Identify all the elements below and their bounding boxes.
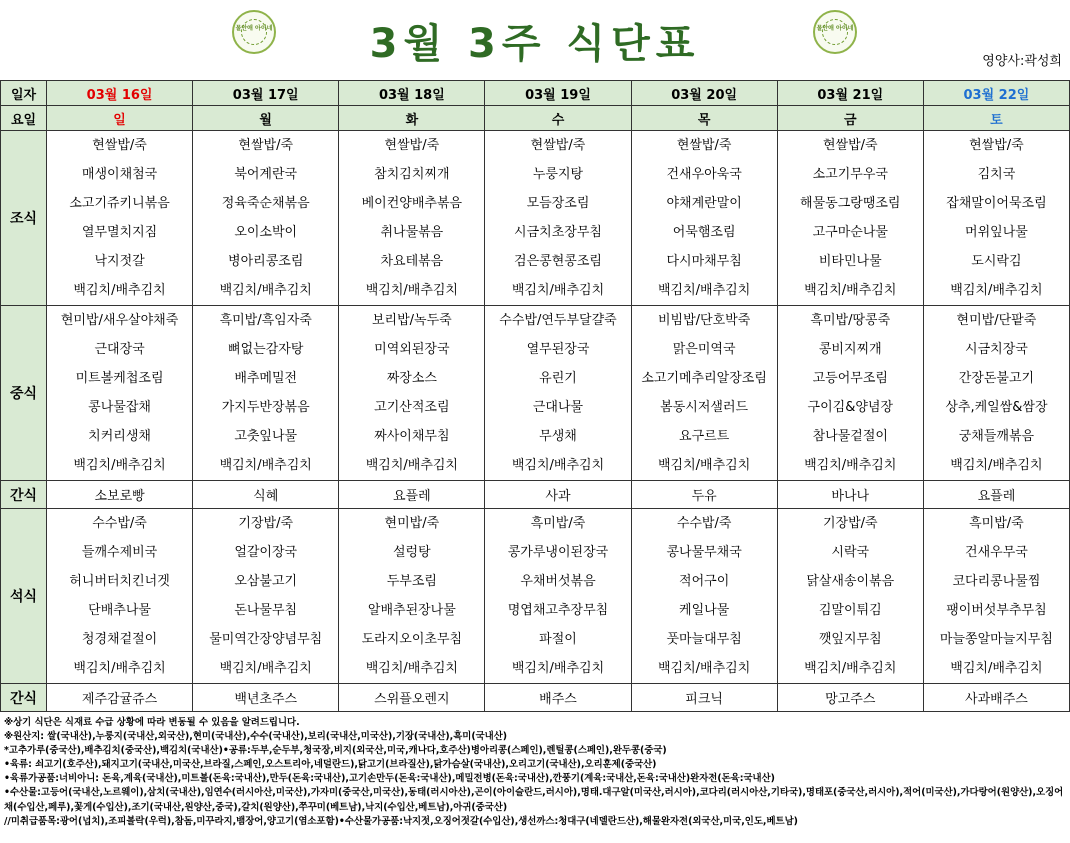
- menu-item: 허니버터치킨너겟: [69, 574, 170, 589]
- dinner-cell: [777, 509, 923, 684]
- menu-item: 짜사이채무침: [374, 429, 450, 444]
- menu-item: 수수밥/죽: [676, 516, 732, 531]
- menu-item: 백김치/배추김치: [511, 283, 605, 298]
- weekday-row: [1, 106, 1070, 131]
- snack2-cell: 배주스: [485, 684, 631, 712]
- menu-item: 현미밥/새우살야채죽: [60, 313, 179, 328]
- menu-item: 시금치장국: [965, 342, 1028, 357]
- menu-item: 들깨수제비국: [81, 545, 158, 560]
- menu-item: 마늘쫑알마늘지무침: [939, 632, 1053, 647]
- menu-item: 백김치/배추김치: [804, 458, 897, 473]
- menu-item: 백김치/배추김치: [511, 458, 605, 473]
- menu-item: 모듬장조림: [526, 196, 590, 211]
- snack-label: 간식: [1, 481, 47, 509]
- weekday-label: 요일: [1, 106, 47, 131]
- nutritionist-label: 영양사:곽성희: [982, 54, 1062, 69]
- menu-item: 취나물볶음: [380, 225, 444, 240]
- menu-item: 백김치/배추김치: [950, 458, 1043, 473]
- menu-item: 알배추된장나물: [367, 603, 456, 618]
- lunch-cell: [485, 306, 631, 481]
- note-line: •육류: 쇠고기(호주산),돼지고기(국내산,미국산,브라질,스페인,오스트리아,네덜란드),닭고기(브라질산),닭가슴살(국내산),오리고기(국내산),오리훈제(중국산): [4, 759, 657, 771]
- menu-item: 비빔밥/단호박죽: [657, 313, 751, 328]
- page-title: 3월 3주 식단표: [369, 21, 701, 67]
- menu-item: 백김치/배추김치: [511, 661, 605, 676]
- menu-item: 현쌀밥/죽: [238, 138, 294, 153]
- lunch-cell: [631, 306, 777, 481]
- menu-item: 흑미밥/죽: [530, 516, 586, 531]
- menu-item: 봄동시저샐러드: [660, 400, 749, 415]
- snack-cell: 사과: [485, 481, 631, 509]
- menu-item: 시락국: [831, 545, 870, 560]
- breakfast-label: 조식: [1, 131, 47, 306]
- menu-item: 흑미밥/죽: [969, 516, 1024, 531]
- menu-item: 콩나물무채국: [666, 545, 742, 560]
- note-line: •육류가공품:너비아니: 돈육,계육(국내산),미트볼(돈육:국내산),만두(돈육:국내산),고기손만두(돈육:국내산),메밀전병(돈육:국내산),깐풍기(계육:국내산,돈육:국내산)완자전(돈육:국내산): [4, 773, 775, 785]
- menu-item: 김말이튀김: [818, 603, 882, 618]
- breakfast-cell: [193, 131, 339, 306]
- date-mon: 03월 17일: [193, 81, 339, 106]
- menu-item: 현쌀밥/죽: [822, 138, 878, 153]
- snack2-label: 간식: [1, 684, 47, 712]
- snack-cell: 바나나: [777, 481, 923, 509]
- menu-item: 백김치/배추김치: [950, 661, 1043, 676]
- menu-item: 가지두반장볶음: [221, 400, 310, 415]
- menu-item: 보리밥/녹두죽: [371, 313, 452, 328]
- menu-item: 백김치/배추김치: [657, 283, 751, 298]
- menu-item: 열무된장국: [526, 342, 590, 357]
- date-label: 일자: [1, 81, 47, 106]
- menu-item: 야채계란말이: [666, 196, 742, 211]
- menu-item: 유린기: [539, 371, 577, 386]
- menu-item: 배추메밀전: [234, 371, 298, 386]
- lunch-cell: [339, 306, 485, 481]
- weekday-wed: 수: [485, 106, 631, 131]
- menu-item: 근대장국: [94, 342, 145, 357]
- menu-item: 소고기무우국: [812, 167, 888, 182]
- menu-item: 얼갈이장국: [234, 545, 298, 560]
- menu-item: 베이컨양배추볶음: [361, 196, 463, 211]
- breakfast-cell: [485, 131, 631, 306]
- menu-item: 백김치/배추김치: [73, 458, 166, 473]
- menu-item: 오이소박이: [234, 225, 298, 240]
- dinner-cell: [47, 509, 193, 684]
- menu-item: 맑은미역국: [672, 342, 736, 357]
- menu-item: 어묵햄조림: [672, 225, 736, 240]
- note-line: *고추가루(중국산),배추김치(중국산),백김치(국내산)•공류:두부,순두부,청국장,비지(외국산,미국,캐나다,호주산)병아리콩(스페인),렌틸콩(스페인),완두콩(중국): [4, 745, 667, 757]
- menu-item: 두부조림: [386, 574, 437, 589]
- menu-item: 오삼불고기: [234, 574, 298, 589]
- menu-item: 북어계란국: [234, 167, 298, 182]
- menu-item: 도라지오이초무침: [361, 632, 463, 647]
- snack-cell: 요플레: [923, 481, 1069, 509]
- menu-item: 팽이버섯부추무침: [946, 603, 1047, 618]
- menu-item: 간장돈불고기: [958, 371, 1035, 386]
- menu-item: 현미밥/단팥죽: [956, 313, 1037, 328]
- menu-item: 우채버섯볶음: [520, 574, 596, 589]
- menu-item: 수수밥/죽: [92, 516, 147, 531]
- note-line: ※상기 식단은 식재료 수급 상황에 따라 변동될 수 있음을 알려드립니다.: [4, 717, 300, 728]
- weekday-sun: 일: [47, 106, 193, 131]
- date-row: [1, 81, 1070, 106]
- header: [0, 0, 1070, 76]
- breakfast-cell: [631, 131, 777, 306]
- menu-item: 짜장소스: [386, 371, 437, 386]
- logo-text: 물안애 아이네: [816, 25, 854, 32]
- menu-item: 참나물겉절이: [812, 429, 888, 444]
- menu-item: 잡채말이어묵조림: [946, 196, 1047, 211]
- menu-item: 백김치/배추김치: [950, 283, 1043, 298]
- breakfast-cell: [47, 131, 193, 306]
- weekday-sat: 토: [923, 106, 1069, 131]
- menu-item: 검은콩현콩조림: [514, 254, 602, 269]
- dinner-cell: [631, 509, 777, 684]
- menu-item: 백김치/배추김치: [219, 661, 312, 676]
- menu-item: 콩나물잡채: [88, 400, 151, 415]
- menu-item: 근대나물: [532, 400, 584, 415]
- menu-item: 백김치/배추김치: [365, 661, 458, 676]
- menu-item: 해물동그랑땡조림: [800, 196, 901, 211]
- menu-item: 김치국: [977, 167, 1016, 182]
- menu-item: 백김치/배추김치: [657, 458, 751, 473]
- weekday-tue: 화: [339, 106, 485, 131]
- menu-item: 현쌀밥/죽: [676, 138, 732, 153]
- menu-item: 기장밥/죽: [822, 516, 878, 531]
- menu-item: 케일나물: [679, 603, 730, 618]
- menu-item: 현쌀밥/죽: [92, 138, 147, 153]
- snack-row: [1, 481, 1070, 509]
- snack2-cell: 제주감귤쥬스: [47, 684, 193, 712]
- menu-item: 백김치/배추김치: [73, 283, 166, 298]
- date-thu: 03월 20일: [631, 81, 777, 106]
- menu-item: 설렁탕: [393, 545, 431, 560]
- menu-item: 머위잎나물: [965, 225, 1028, 240]
- meal-table: [0, 80, 1070, 712]
- weekday-fri: 금: [777, 106, 923, 131]
- menu-item: 건새우아욱국: [666, 167, 742, 182]
- snack-cell: 두유: [631, 481, 777, 509]
- menu-item: 수수밥/연두부달걀죽: [499, 313, 617, 328]
- menu-item: 열무멸치지짐: [81, 225, 158, 240]
- menu-item: 고기산적조림: [374, 400, 450, 415]
- menu-item: 콩비지찌개: [818, 342, 882, 357]
- menu-item: 병아리콩조림: [228, 254, 304, 269]
- menu-item: 소고기쥬키니볶음: [69, 196, 170, 211]
- menu-item: 백김치/배추김치: [365, 283, 458, 298]
- menu-item: 뼈없는감자탕: [228, 342, 304, 357]
- note-line: //미취급품목:광어(넙치),조피볼락(우럭),참돔,미꾸라지,뱀장어,양고기(염소포함)•수산물가공품:낙지젓,오징어젓갈(수입산),생선까스:청대구(네델란드산),해물완자전(외국산,미국,인도,베트남): [4, 815, 798, 827]
- menu-item: 백김치/배추김치: [657, 661, 751, 676]
- weekday-mon: 월: [193, 106, 339, 131]
- snack2-cell: 피크닉: [631, 684, 777, 712]
- menu-item: 백김치/배추김치: [219, 283, 312, 298]
- menu-item: 백김치/배추김치: [73, 661, 166, 676]
- menu-item: 매생이채첨국: [81, 167, 158, 182]
- dinner-cell: [485, 509, 631, 684]
- lunch-label: 중식: [1, 306, 47, 481]
- menu-item: 기장밥/죽: [238, 516, 294, 531]
- snack2-cell: 망고주스: [777, 684, 923, 712]
- menu-item: 풋마늘대무침: [666, 632, 742, 647]
- menu-item: 비타민나물: [818, 254, 882, 269]
- dinner-cell: [193, 509, 339, 684]
- date-tue: 03월 18일: [339, 81, 485, 106]
- snack-cell: 식혜: [193, 481, 339, 509]
- notes: [4, 716, 1066, 829]
- lunch-cell: [193, 306, 339, 481]
- menu-item: 미역외된장국: [374, 342, 450, 357]
- date-wed: 03월 19일: [485, 81, 631, 106]
- menu-item: 흑미밥/흑임자죽: [219, 313, 312, 328]
- breakfast-row: [1, 131, 1070, 306]
- menu-item: 치커리생채: [88, 429, 151, 444]
- breakfast-cell: [923, 131, 1069, 306]
- lunch-cell: [777, 306, 923, 481]
- menu-item: 단배추나물: [88, 603, 151, 618]
- lunch-cell: [47, 306, 193, 481]
- menu-item: 시금치초장무침: [514, 225, 602, 240]
- date-sat: 03월 22일: [923, 81, 1069, 106]
- menu-item: 차요테볶음: [380, 254, 444, 269]
- dinner-cell: [923, 509, 1069, 684]
- snack2-cell: 백년초주스: [193, 684, 339, 712]
- menu-item: 소고기메추리알장조림: [641, 371, 767, 386]
- menu-item: 건새우무국: [965, 545, 1028, 560]
- snack2-row: [1, 684, 1070, 712]
- menu-item: 청경채겉절이: [81, 632, 158, 647]
- menu-item: 미트볼케첩조림: [75, 371, 164, 386]
- menu-item: 고등어무조림: [812, 371, 888, 386]
- menu-item: 고춧잎나물: [234, 429, 298, 444]
- note-line: ※원산지: 쌀(국내산),누룽지(국내산,외국산),현미(국내산),수수(국내산),보리(국내산,미국산),기장(국내산),흑미(국내산): [4, 731, 508, 743]
- dinner-row: [1, 509, 1070, 684]
- snack2-cell: 스위플오렌지: [339, 684, 485, 712]
- menu-item: 백김치/배추김치: [365, 458, 458, 473]
- menu-item: 현쌀밥/죽: [384, 138, 440, 153]
- menu-item: 참치김치찌개: [374, 167, 450, 182]
- dinner-label: 석식: [1, 509, 47, 684]
- menu-item: 현미밥/죽: [384, 516, 440, 531]
- dinner-cell: [339, 509, 485, 684]
- menu-item: 낙지젓갈: [94, 254, 145, 269]
- menu-item: 돈나물무침: [234, 603, 298, 618]
- menu-item: 누룽지탕: [532, 167, 584, 182]
- menu-item: 정육죽순채볶음: [221, 196, 310, 211]
- menu-item: 현쌀밥/죽: [969, 138, 1024, 153]
- menu-item: 백김치/배추김치: [219, 458, 312, 473]
- lunch-cell: [923, 306, 1069, 481]
- lunch-row: [1, 306, 1070, 481]
- menu-item: 깻잎지무침: [818, 632, 882, 647]
- snack-cell: 소보로빵: [47, 481, 193, 509]
- menu-item: 백김치/배추김치: [804, 283, 897, 298]
- weekday-thu: 목: [631, 106, 777, 131]
- menu-item: 도시락김: [971, 254, 1022, 269]
- date-fri: 03월 21일: [777, 81, 923, 106]
- menu-item: 명엽채고추장무침: [507, 603, 609, 618]
- menu-item: 콩가루냉이된장국: [507, 545, 609, 560]
- menu-item: 구이김&양념장: [807, 400, 894, 415]
- logo-text: 물안애 아이네: [235, 25, 273, 32]
- menu-item: 백김치/배추김치: [804, 661, 897, 676]
- menu-item: 요구르트: [679, 429, 730, 444]
- date-sun: 03월 16일: [47, 81, 193, 106]
- menu-item: 코다리콩나물찜: [952, 574, 1041, 589]
- note-line: •수산물:고등어(국내산,노르웨이),삼치(국내산),임연수(러시아산,미국산),가자미(중국산,미국산),동태(러시아산),곤이(아이슬란드,러시아),명태.대구알(미국산,러시아),코다리(러시아산,기타국),명태포(중국산,러시아),적어(미국산),가다랑어(원양산),오징어채(수입산,페루),꽃게(수입산),조기(국내산,원양산,중국),갈치(원양산),쭈꾸미(베트남),낙지(수입산,베트남),아귀(중국산): [4, 787, 1064, 813]
- menu-item: 닭살새송이볶음: [806, 574, 895, 589]
- menu-item: 적어구이: [679, 574, 730, 589]
- menu-item: 현쌀밥/죽: [530, 138, 586, 153]
- menu-item: 파절이: [539, 632, 577, 647]
- snack-cell: 요플레: [339, 481, 485, 509]
- menu-item: 흑미밥/땅콩죽: [810, 313, 891, 328]
- snack2-cell: 사과배주스: [923, 684, 1069, 712]
- menu-item: 물미역간장양념무침: [209, 632, 323, 647]
- menu-item: 다시마채무침: [666, 254, 742, 269]
- breakfast-cell: [777, 131, 923, 306]
- menu-item: 고구마순나물: [812, 225, 888, 240]
- logo-right: [813, 10, 857, 54]
- menu-item: 상추,케일쌈&쌈장: [945, 400, 1048, 415]
- menu-item: 무생채: [539, 429, 577, 444]
- breakfast-cell: [339, 131, 485, 306]
- menu-item: 궁채들깨볶음: [958, 429, 1035, 444]
